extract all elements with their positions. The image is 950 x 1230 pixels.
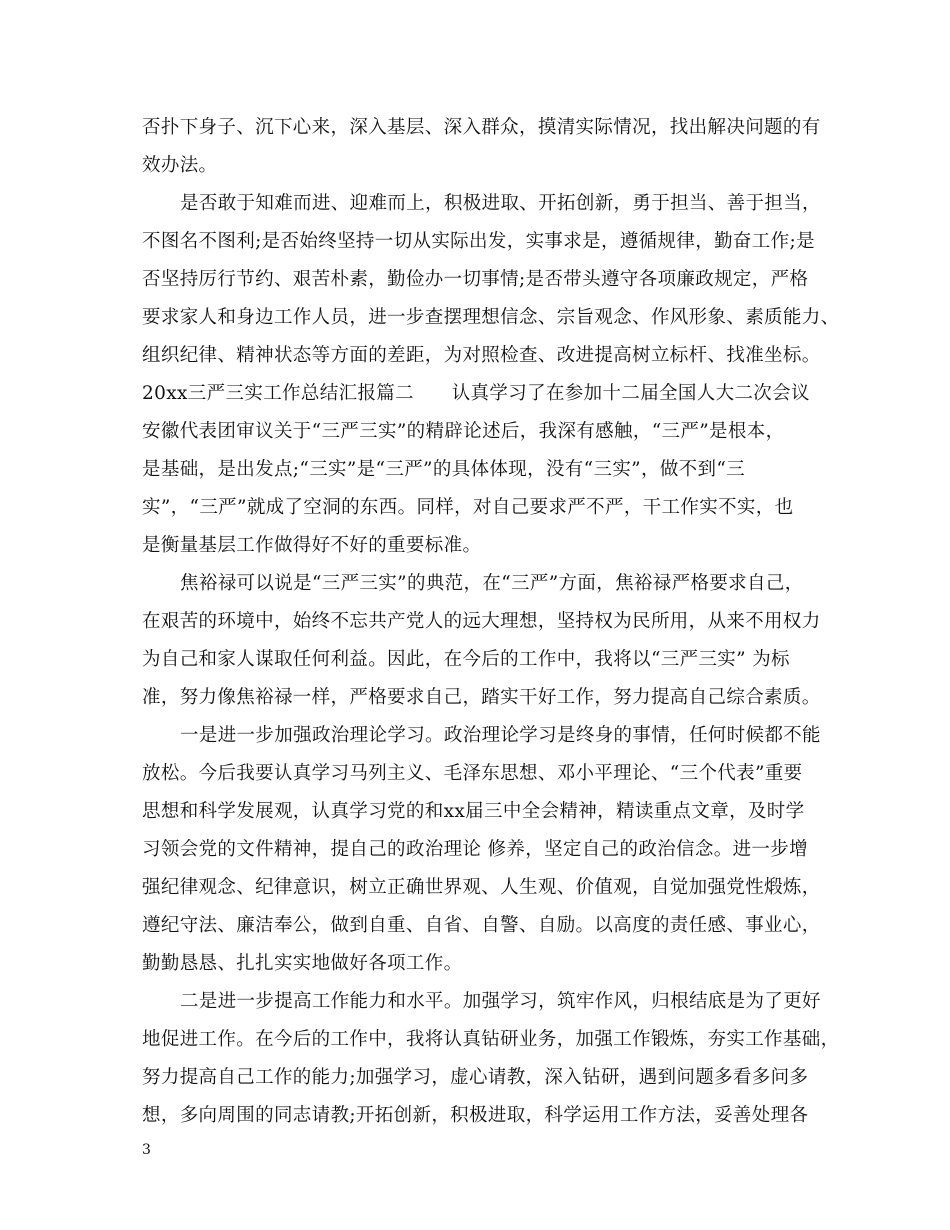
text-line: 否坚持厉行节约、艰苦朴素，勤俭办一切事情;是否带头遵守各项廉政规定，严格 [142,269,809,290]
text-line: 地促进工作。在今后的工作中，我将认真钻研业务，加强工作锻炼，夯实工作基础， [142,1029,840,1050]
text-line: 习领会党的文件精神，提自己的政治理论 修养，坚定自己的政治信念。进一步增 [142,839,808,860]
text-line: 勤勤恳恳、扎扎实实地做好各项工作。 [142,953,463,974]
text-line: 思想和科学发展观，认真学习党的和xx届三中全会精神，精读重点文章，及时学 [142,801,805,822]
text-line: 要求家人和身边工作人员，进一步查摆理想信念、宗旨观念、作风形象、素质能力、 [142,307,840,328]
page-number: 3 [142,1142,151,1158]
text-line: 不图名不图利;是否始终坚持一切从实际出发，实事求是，遵循规律，勤奋工作;是 [142,231,815,252]
text-line: 遵纪守法、廉洁奉公，做到自重、自省、自警、自励。以高度的责任感、事业心， [142,915,821,936]
text-line: 为自己和家人谋取任何利益。因此，在今后的工作中，我将以“三严三实” 为标 [142,649,790,670]
text-line: 安徽代表团审议关于“三严三实”的精辟论述后，我深有感触，“三严”是根本， [142,421,785,442]
text-line: 实”，“三严”就成了空洞的东西。同样，对自己要求严不严，干工作实不实，也 [142,497,794,518]
text-line: 组织纪律、精神状态等方面的差距，为对照检查、改进提高树立标杆、找准坐标。 [142,345,821,366]
text-line: 是衡量基层工作做得好不好的重要标准。 [142,535,482,556]
text-line: 努力提高自己工作的能力;加强学习，虚心请教，深入钻研，遇到问题多看多问多 [142,1067,809,1088]
text-line: 效办法。 [142,155,218,176]
text-line: 想，多向周围的同志请教;开拓创新，积极进取，科学运用工作方法，妥善处理各 [142,1105,809,1126]
paragraph-start-line: 焦裕禄可以说是“三严三实”的典范，在“三严”方面，焦裕禄严格要求自己， [180,573,804,594]
text-line: 放松。今后我要认真学习马列主义、毛泽东思想、邓小平理论、“三个代表”重要 [142,763,803,784]
paragraph-start-line: 二是进一步提高工作能力和水平。加强学习，筑牢作风，归根结底是为了更好 [180,991,821,1012]
text-line: 准，努力像焦裕禄一样，严格要求自己，踏实干好工作，努力提高自己综合素质。 [142,687,821,708]
text-line: 是基础，是出发点;“三实”是“三严”的具体体现，没有“三实”，做不到“三 [142,459,746,480]
paragraph-start-line: 是否敢于知难而进、迎难而上，积极进取、开拓创新，勇于担当、善于担当， [180,193,821,214]
paragraph-start-line: 一是进一步加强政治理论学习。政治理论学习是终身的事情，任何时候都不能 [180,725,821,746]
section-heading-line: 20xx三严三实工作总结汇报篇二 认真学习了在参加十二届全国人大二次会议 [142,383,810,404]
text-line: 强纪律观念、纪律意识，树立正确世界观、人生观、价值观，自觉加强党性煅炼， [142,877,821,898]
text-line: 在艰苦的环境中，始终不忘共产党人的远大理想，坚持权为民所用，从来不用权力 [142,611,821,632]
text-line: 否扑下身子、沉下心来，深入基层、深入群众，摸清实际情况，找出解决问题的有 [142,117,821,138]
